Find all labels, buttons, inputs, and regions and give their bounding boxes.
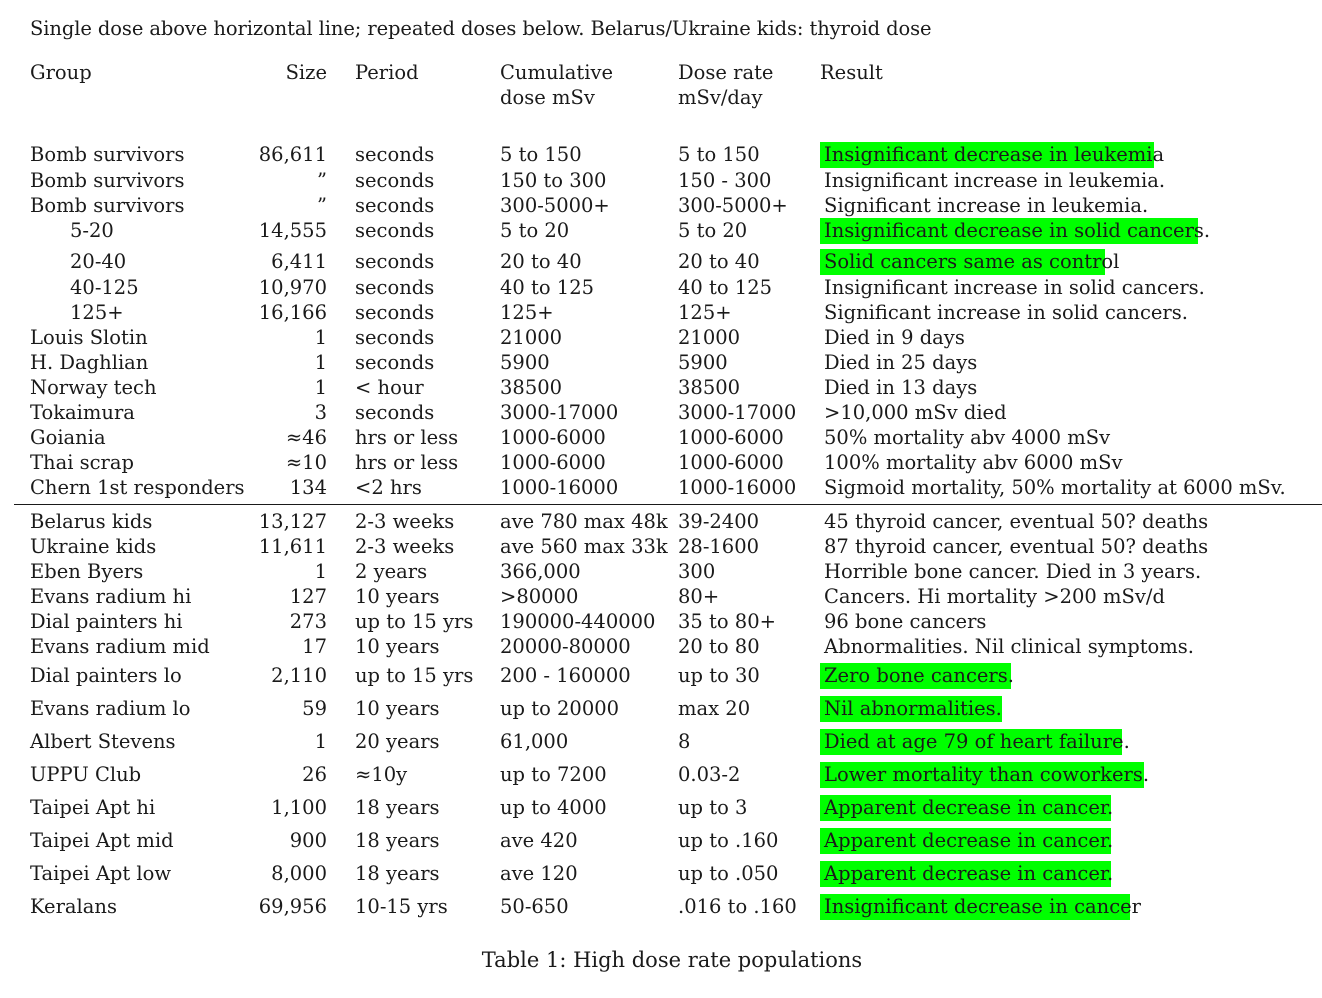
cell-dose-rate: 150 - 300 [678, 169, 772, 192]
table-row [0, 894, 1322, 924]
cell-period: seconds [355, 326, 435, 349]
column-header-dose-rate-unit: mSv/day [678, 86, 763, 109]
column-header-cumulative: Cumulative [500, 61, 614, 84]
cell-result: Apparent decrease in cancer. [820, 861, 1111, 887]
cell-size: 3 [314, 401, 327, 424]
cell-group: Bomb survivors [30, 194, 185, 217]
single-dose-section [0, 142, 1322, 500]
cell-dose-rate: .016 to .160 [678, 895, 797, 918]
cell-size: 127 [289, 585, 327, 608]
cell-dose-rate: up to 3 [678, 796, 748, 819]
cell-cumulative: >80000 [500, 585, 579, 608]
cell-size: 59 [302, 697, 327, 720]
cell-dose-rate: 300-5000+ [678, 194, 788, 217]
table-caption-text: Table 1: High dose rate populations [481, 948, 863, 972]
cell-dose-rate: 38500 [678, 376, 741, 399]
cell-dose-rate: 1000-6000 [678, 451, 784, 474]
cell-cumulative: 50-650 [500, 895, 569, 918]
table-row [0, 729, 1322, 762]
table-row [0, 425, 1322, 450]
cell-result: Apparent decrease in cancer. [820, 795, 1111, 821]
cell-size: ” [317, 194, 327, 217]
cell-dose-rate: 28-1600 [678, 535, 760, 558]
cell-dose-rate: 80+ [678, 585, 720, 608]
cell-size: 16,166 [258, 301, 327, 324]
cell-dose-rate: up to 30 [678, 664, 760, 687]
cell-size: 1,100 [271, 796, 327, 819]
cell-dose-rate: 300 [678, 560, 716, 583]
cell-dose-rate: up to .050 [678, 862, 779, 885]
cell-dose-rate: max 20 [678, 697, 751, 720]
cell-group: Bomb survivors [30, 143, 185, 166]
table-row [0, 828, 1322, 861]
cell-result: Abnormalities. Nil clinical symptoms. [824, 635, 1194, 658]
table-row [0, 509, 1322, 534]
table-row [0, 762, 1322, 795]
cell-size: ≈10 [285, 451, 327, 474]
cell-result: Zero bone cancers. [820, 663, 1011, 689]
column-header-cumulative-unit: dose mSv [500, 86, 595, 109]
table-header-row-2 [0, 85, 1322, 110]
table-row [0, 325, 1322, 350]
cell-dose-rate: 5 to 150 [678, 143, 760, 166]
cell-period: 10 years [355, 585, 440, 608]
cell-period: seconds [355, 401, 435, 424]
cell-size: 2,110 [271, 664, 327, 687]
cell-period: seconds [355, 194, 435, 217]
table-row [0, 634, 1322, 663]
cell-cumulative: 5 to 150 [500, 143, 582, 166]
cell-cumulative: 3000-17000 [500, 401, 619, 424]
cell-cumulative: 40 to 125 [500, 276, 595, 299]
cell-group: Belarus kids [30, 510, 153, 533]
repeated-dose-section [0, 509, 1322, 924]
cell-result: Insignificant increase in leukemia. [824, 169, 1166, 192]
cell-group: Norway tech [30, 376, 157, 399]
cell-dose-rate: 20 to 80 [678, 635, 760, 658]
cell-result: Insignificant decrease in leukemia [820, 142, 1154, 168]
cell-period: 2 years [355, 560, 428, 583]
cell-size: 10,970 [258, 276, 327, 299]
cell-cumulative: 21000 [500, 326, 563, 349]
cell-period: seconds [355, 301, 435, 324]
cell-period: seconds [355, 169, 435, 192]
cell-period: up to 15 yrs [355, 664, 474, 687]
cell-dose-rate: 8 [678, 730, 691, 753]
cell-result: Died in 13 days [824, 376, 978, 399]
cell-group: Albert Stevens [30, 730, 176, 753]
cell-cumulative: 1000-6000 [500, 426, 606, 449]
table-row [0, 534, 1322, 559]
cell-cumulative: ave 560 max 33k [500, 535, 668, 558]
cell-size: 14,555 [258, 219, 327, 242]
cell-size: 86,611 [258, 143, 327, 166]
table-row [0, 696, 1322, 729]
cell-period: 10-15 yrs [355, 895, 448, 918]
cell-group: Louis Slotin [30, 326, 148, 349]
table-row [0, 584, 1322, 609]
cell-result: Died in 9 days [824, 326, 965, 349]
table-row [0, 193, 1322, 218]
cell-size: 1 [314, 326, 327, 349]
cell-group: 5-20 [70, 219, 114, 242]
cell-cumulative: 1000-16000 [500, 476, 619, 499]
cell-group: UPPU Club [30, 763, 142, 786]
table-row [0, 275, 1322, 300]
cell-group: Tokaimura [30, 401, 135, 424]
cell-dose-rate: 35 to 80+ [678, 610, 776, 633]
cell-cumulative: ave 780 max 48k [500, 510, 668, 533]
cell-size: 6,411 [271, 250, 327, 273]
cell-period: hrs or less [355, 426, 459, 449]
table-row [0, 375, 1322, 400]
cell-dose-rate: 1000-6000 [678, 426, 784, 449]
cell-cumulative: 200 - 160000 [500, 664, 631, 687]
cell-size: 13,127 [258, 510, 327, 533]
cell-result: 50% mortality abv 4000 mSv [824, 426, 1111, 449]
cell-period: up to 15 yrs [355, 610, 474, 633]
cell-cumulative: 20 to 40 [500, 250, 582, 273]
cell-cumulative: 61,000 [500, 730, 569, 753]
cell-result: 96 bone cancers [824, 610, 987, 633]
cell-result: Solid cancers same as control [820, 249, 1105, 275]
cell-result: >10,000 mSv died [824, 401, 1007, 424]
cell-period: 10 years [355, 697, 440, 720]
cell-cumulative: 38500 [500, 376, 563, 399]
cell-cumulative: 1000-6000 [500, 451, 606, 474]
cell-size: 273 [289, 610, 327, 633]
cell-cumulative: 300-5000+ [500, 194, 610, 217]
cell-period: < hour [355, 376, 424, 399]
cell-group: Taipei Apt mid [30, 829, 174, 852]
cell-result: 45 thyroid cancer, eventual 50? deaths [824, 510, 1209, 533]
cell-size: 17 [302, 635, 327, 658]
cell-period: seconds [355, 351, 435, 374]
table-row [0, 300, 1322, 325]
cell-cumulative: ave 420 [500, 829, 578, 852]
cell-group: 125+ [70, 301, 124, 324]
table-row [0, 450, 1322, 475]
cell-cumulative: ave 120 [500, 862, 578, 885]
cell-group: H. Daghlian [30, 351, 149, 374]
cell-dose-rate: 21000 [678, 326, 741, 349]
cell-group: Ukraine kids [30, 535, 157, 558]
table-row [0, 861, 1322, 894]
cell-cumulative: 5 to 20 [500, 219, 570, 242]
cell-period: hrs or less [355, 451, 459, 474]
cell-size: 11,611 [258, 535, 327, 558]
table-row [0, 142, 1322, 168]
cell-result: Significant increase in solid cancers. [824, 301, 1188, 324]
cell-dose-rate: up to .160 [678, 829, 779, 852]
table-row [0, 218, 1322, 249]
cell-cumulative: up to 4000 [500, 796, 607, 819]
cell-cumulative: 150 to 300 [500, 169, 607, 192]
cell-dose-rate: 20 to 40 [678, 250, 760, 273]
cell-result: 100% mortality abv 6000 mSv [824, 451, 1123, 474]
cell-group: Taipei Apt hi [30, 796, 156, 819]
cell-size: ≈46 [285, 426, 327, 449]
table-row [0, 475, 1322, 500]
cell-result: Insignificant decrease in solid cancers. [820, 218, 1198, 244]
cell-result: Nil abnormalities. [820, 696, 1002, 722]
column-header-group: Group [30, 61, 92, 84]
cell-period: 10 years [355, 635, 440, 658]
cell-size: 69,956 [258, 895, 327, 918]
cell-period: 18 years [355, 829, 440, 852]
cell-size: 1 [314, 376, 327, 399]
cell-period: 18 years [355, 862, 440, 885]
cell-period: 2-3 weeks [355, 535, 455, 558]
cell-group: Keralans [30, 895, 117, 918]
table-note: Single dose above horizontal line; repeated doses below. Belarus/Ukraine kids: thyroid dose [30, 17, 932, 40]
column-header-dose-rate: Dose rate [678, 61, 774, 84]
table-caption [0, 948, 1322, 972]
cell-group: Bomb survivors [30, 169, 185, 192]
cell-group: Eben Byers [30, 560, 144, 583]
cell-size: 8,000 [271, 862, 327, 885]
cell-result: Lower mortality than coworkers. [820, 762, 1144, 788]
cell-group: Dial painters lo [30, 664, 182, 687]
cell-group: Evans radium lo [30, 697, 191, 720]
cell-cumulative: 366,000 [500, 560, 581, 583]
cell-period: seconds [355, 143, 435, 166]
cell-result: Insignificant increase in solid cancers. [824, 276, 1205, 299]
table-row [0, 559, 1322, 584]
cell-size: 900 [289, 829, 327, 852]
column-header-period: Period [355, 61, 419, 84]
cell-size: ” [317, 169, 327, 192]
cell-result: 87 thyroid cancer, eventual 50? deaths [824, 535, 1209, 558]
table-row [0, 249, 1322, 275]
cell-dose-rate: 1000-16000 [678, 476, 797, 499]
cell-group: 40-125 [70, 276, 139, 299]
cell-cumulative: 20000-80000 [500, 635, 631, 658]
cell-size: 1 [314, 730, 327, 753]
table-row [0, 168, 1322, 193]
cell-period: ≈10y [355, 763, 408, 786]
cell-result: Horrible bone cancer. Died in 3 years. [824, 560, 1202, 583]
cell-result: Sigmoid mortality, 50% mortality at 6000 mSv. [824, 476, 1286, 499]
cell-cumulative: 125+ [500, 301, 554, 324]
cell-group: Goiania [30, 426, 106, 449]
cell-dose-rate: 39-2400 [678, 510, 760, 533]
cell-group: Evans radium hi [30, 585, 192, 608]
cell-size: 1 [314, 560, 327, 583]
cell-period: 18 years [355, 796, 440, 819]
cell-group: Taipei Apt low [30, 862, 172, 885]
table-row [0, 795, 1322, 828]
section-divider-holder [0, 500, 1322, 509]
cell-group: Evans radium mid [30, 635, 210, 658]
column-header-size: Size [285, 61, 327, 84]
cell-result: Significant increase in leukemia. [824, 194, 1149, 217]
cell-dose-rate: 5 to 20 [678, 219, 748, 242]
cell-result: Cancers. Hi mortality >200 mSv/d [824, 585, 1165, 608]
table-row [0, 609, 1322, 634]
cell-dose-rate: 40 to 125 [678, 276, 773, 299]
cell-cumulative: 5900 [500, 351, 550, 374]
cell-group: Thai scrap [30, 451, 134, 474]
cell-size: 1 [314, 351, 327, 374]
cell-dose-rate: 125+ [678, 301, 732, 324]
cell-period: 2-3 weeks [355, 510, 455, 533]
horizontal-rule [14, 504, 1322, 505]
cell-cumulative: up to 20000 [500, 697, 620, 720]
high-dose-rate-table [0, 60, 1322, 924]
cell-result: Died in 25 days [824, 351, 978, 374]
table-row [0, 400, 1322, 425]
cell-dose-rate: 5900 [678, 351, 728, 374]
cell-period: seconds [355, 276, 435, 299]
cell-result: Apparent decrease in cancer. [820, 828, 1111, 854]
table-header-row [0, 60, 1322, 85]
cell-period: seconds [355, 250, 435, 273]
cell-result: Died at age 79 of heart failure. [820, 729, 1122, 755]
cell-group: 20-40 [70, 250, 127, 273]
cell-size: 26 [302, 763, 327, 786]
cell-period: seconds [355, 219, 435, 242]
cell-period: <2 hrs [355, 476, 422, 499]
cell-dose-rate: 3000-17000 [678, 401, 797, 424]
table-row [0, 350, 1322, 375]
cell-period: 20 years [355, 730, 440, 753]
table-row [0, 663, 1322, 696]
cell-cumulative: 190000-440000 [500, 610, 656, 633]
cell-size: 134 [289, 476, 327, 499]
cell-result: Insignificant decrease in cancer [820, 894, 1130, 920]
cell-group: Chern 1st responders [30, 476, 245, 499]
header-spacer [0, 110, 1322, 142]
cell-cumulative: up to 7200 [500, 763, 607, 786]
column-header-result: Result [820, 61, 883, 84]
cell-dose-rate: 0.03-2 [678, 763, 741, 786]
cell-group: Dial painters hi [30, 610, 183, 633]
